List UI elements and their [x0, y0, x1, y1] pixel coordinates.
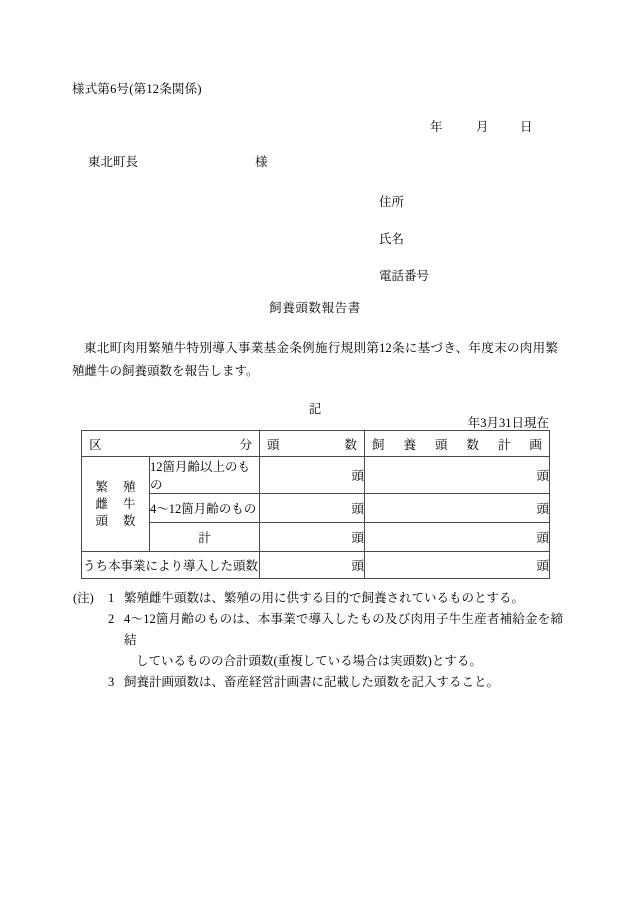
- addressee-honorific: 様: [255, 155, 268, 169]
- header-cell-plan: [365, 431, 550, 457]
- notes-marker: (注): [73, 591, 94, 605]
- note-number: 1: [108, 591, 115, 605]
- header-plan-char-5: 画: [529, 437, 542, 452]
- livestock-count-table: [81, 430, 550, 579]
- row-label-4-to-12months: 4〜12箇月齢のもの: [150, 494, 260, 523]
- group-label-char: 頭: [95, 513, 109, 528]
- table-row: [82, 523, 550, 552]
- row-label-total: 計: [150, 523, 260, 552]
- sender-address-row: [379, 192, 429, 229]
- sender-phone-label: 電話番号: [379, 269, 430, 283]
- plan-cell-introduced-by-project[interactable]: 頭: [365, 552, 550, 579]
- group-label-line-1: [96, 496, 136, 513]
- page-title: 飼養頭数報告書: [269, 301, 361, 315]
- count-cell-4-to-12months[interactable]: 頭: [260, 494, 365, 523]
- plan-cell-12months-and-over[interactable]: 頭: [365, 457, 550, 494]
- date-line: [430, 117, 533, 135]
- header-plan-char-0: 飼: [372, 437, 385, 452]
- notes-block: [73, 588, 563, 693]
- row-label-introduced-by-project: うち本事業により導入した頭数: [82, 552, 260, 579]
- date-month-label: 月: [476, 120, 489, 134]
- sender-block: [379, 192, 429, 303]
- plan-cell-4-to-12months[interactable]: 頭: [365, 494, 550, 523]
- group-label-char: 雌: [95, 496, 109, 511]
- body-paragraph: 東北町肉用繁殖牛特別導入事業基金条例施行規則第12条に基づき、年度末の肉用繁殖雌牛の飼養頭数を報告します。: [72, 341, 558, 378]
- sender-name-label: 氏名: [379, 232, 405, 246]
- note-text-line: 4〜12箇月齢のものは、本事業で導入したもの及び肉用子牛生産者補給金を締結: [124, 612, 563, 647]
- table-header-row: [82, 431, 550, 457]
- header-cell-category: [82, 431, 260, 457]
- sender-address-label: 住所: [379, 195, 405, 209]
- form-number: 様式第6号(第12条関係): [72, 82, 202, 96]
- sender-name-row: [379, 229, 429, 266]
- header-count-left: 頭: [267, 437, 280, 452]
- table-row: [82, 552, 550, 579]
- table-row: [82, 494, 550, 523]
- header-count-right: 数: [344, 437, 357, 452]
- ki-marker: 記: [308, 402, 322, 416]
- note-item: [73, 609, 563, 672]
- note-number: 2: [108, 612, 115, 626]
- note-item: [73, 672, 563, 693]
- group-label-char: 牛: [122, 496, 136, 511]
- note-number: 3: [108, 675, 115, 689]
- addressee: [88, 152, 268, 170]
- group-label-char: 繁: [95, 479, 109, 494]
- count-cell-introduced-by-project[interactable]: 頭: [260, 552, 365, 579]
- note-text-continuation: しているものの合計頭数(重複している場合は実頭数)とする。: [136, 654, 482, 668]
- date-year-label: 年: [430, 120, 443, 134]
- note-text: 飼養計画頭数は、畜産経営計画書に記載した頭数を記入すること。: [124, 675, 500, 689]
- header-plan-char-1: 養: [403, 437, 416, 452]
- count-cell-12months-and-over[interactable]: 頭: [260, 457, 365, 494]
- group-label-line-0: [96, 479, 136, 496]
- date-day-label: 日: [520, 120, 533, 134]
- addressee-name: 東北町長: [88, 155, 139, 169]
- table-row: [82, 457, 550, 494]
- row-label-12months-and-over: 12箇月齢以上のもの: [150, 457, 260, 494]
- header-plan-char-3: 数: [466, 437, 479, 452]
- group-label-char: 殖: [122, 479, 136, 494]
- note-text: 繁殖雌牛頭数は、繁殖の用に供する目的で飼養されているものとする。: [124, 591, 525, 605]
- header-plan-char-2: 頭: [434, 437, 448, 452]
- note-item: [73, 588, 563, 609]
- note-text: [124, 609, 563, 672]
- header-category-left: 区: [89, 437, 102, 452]
- group-label-breeding-cows: [82, 457, 150, 552]
- plan-cell-total[interactable]: 頭: [365, 523, 550, 552]
- group-label-line-2: [96, 513, 136, 530]
- as-of-date: 年3月31日現在: [467, 416, 549, 430]
- header-plan-char-4: 計: [497, 437, 511, 452]
- count-cell-total[interactable]: 頭: [260, 523, 365, 552]
- group-label-char: 数: [122, 513, 136, 528]
- header-cell-count: [260, 431, 365, 457]
- header-category-right: 分: [239, 437, 252, 452]
